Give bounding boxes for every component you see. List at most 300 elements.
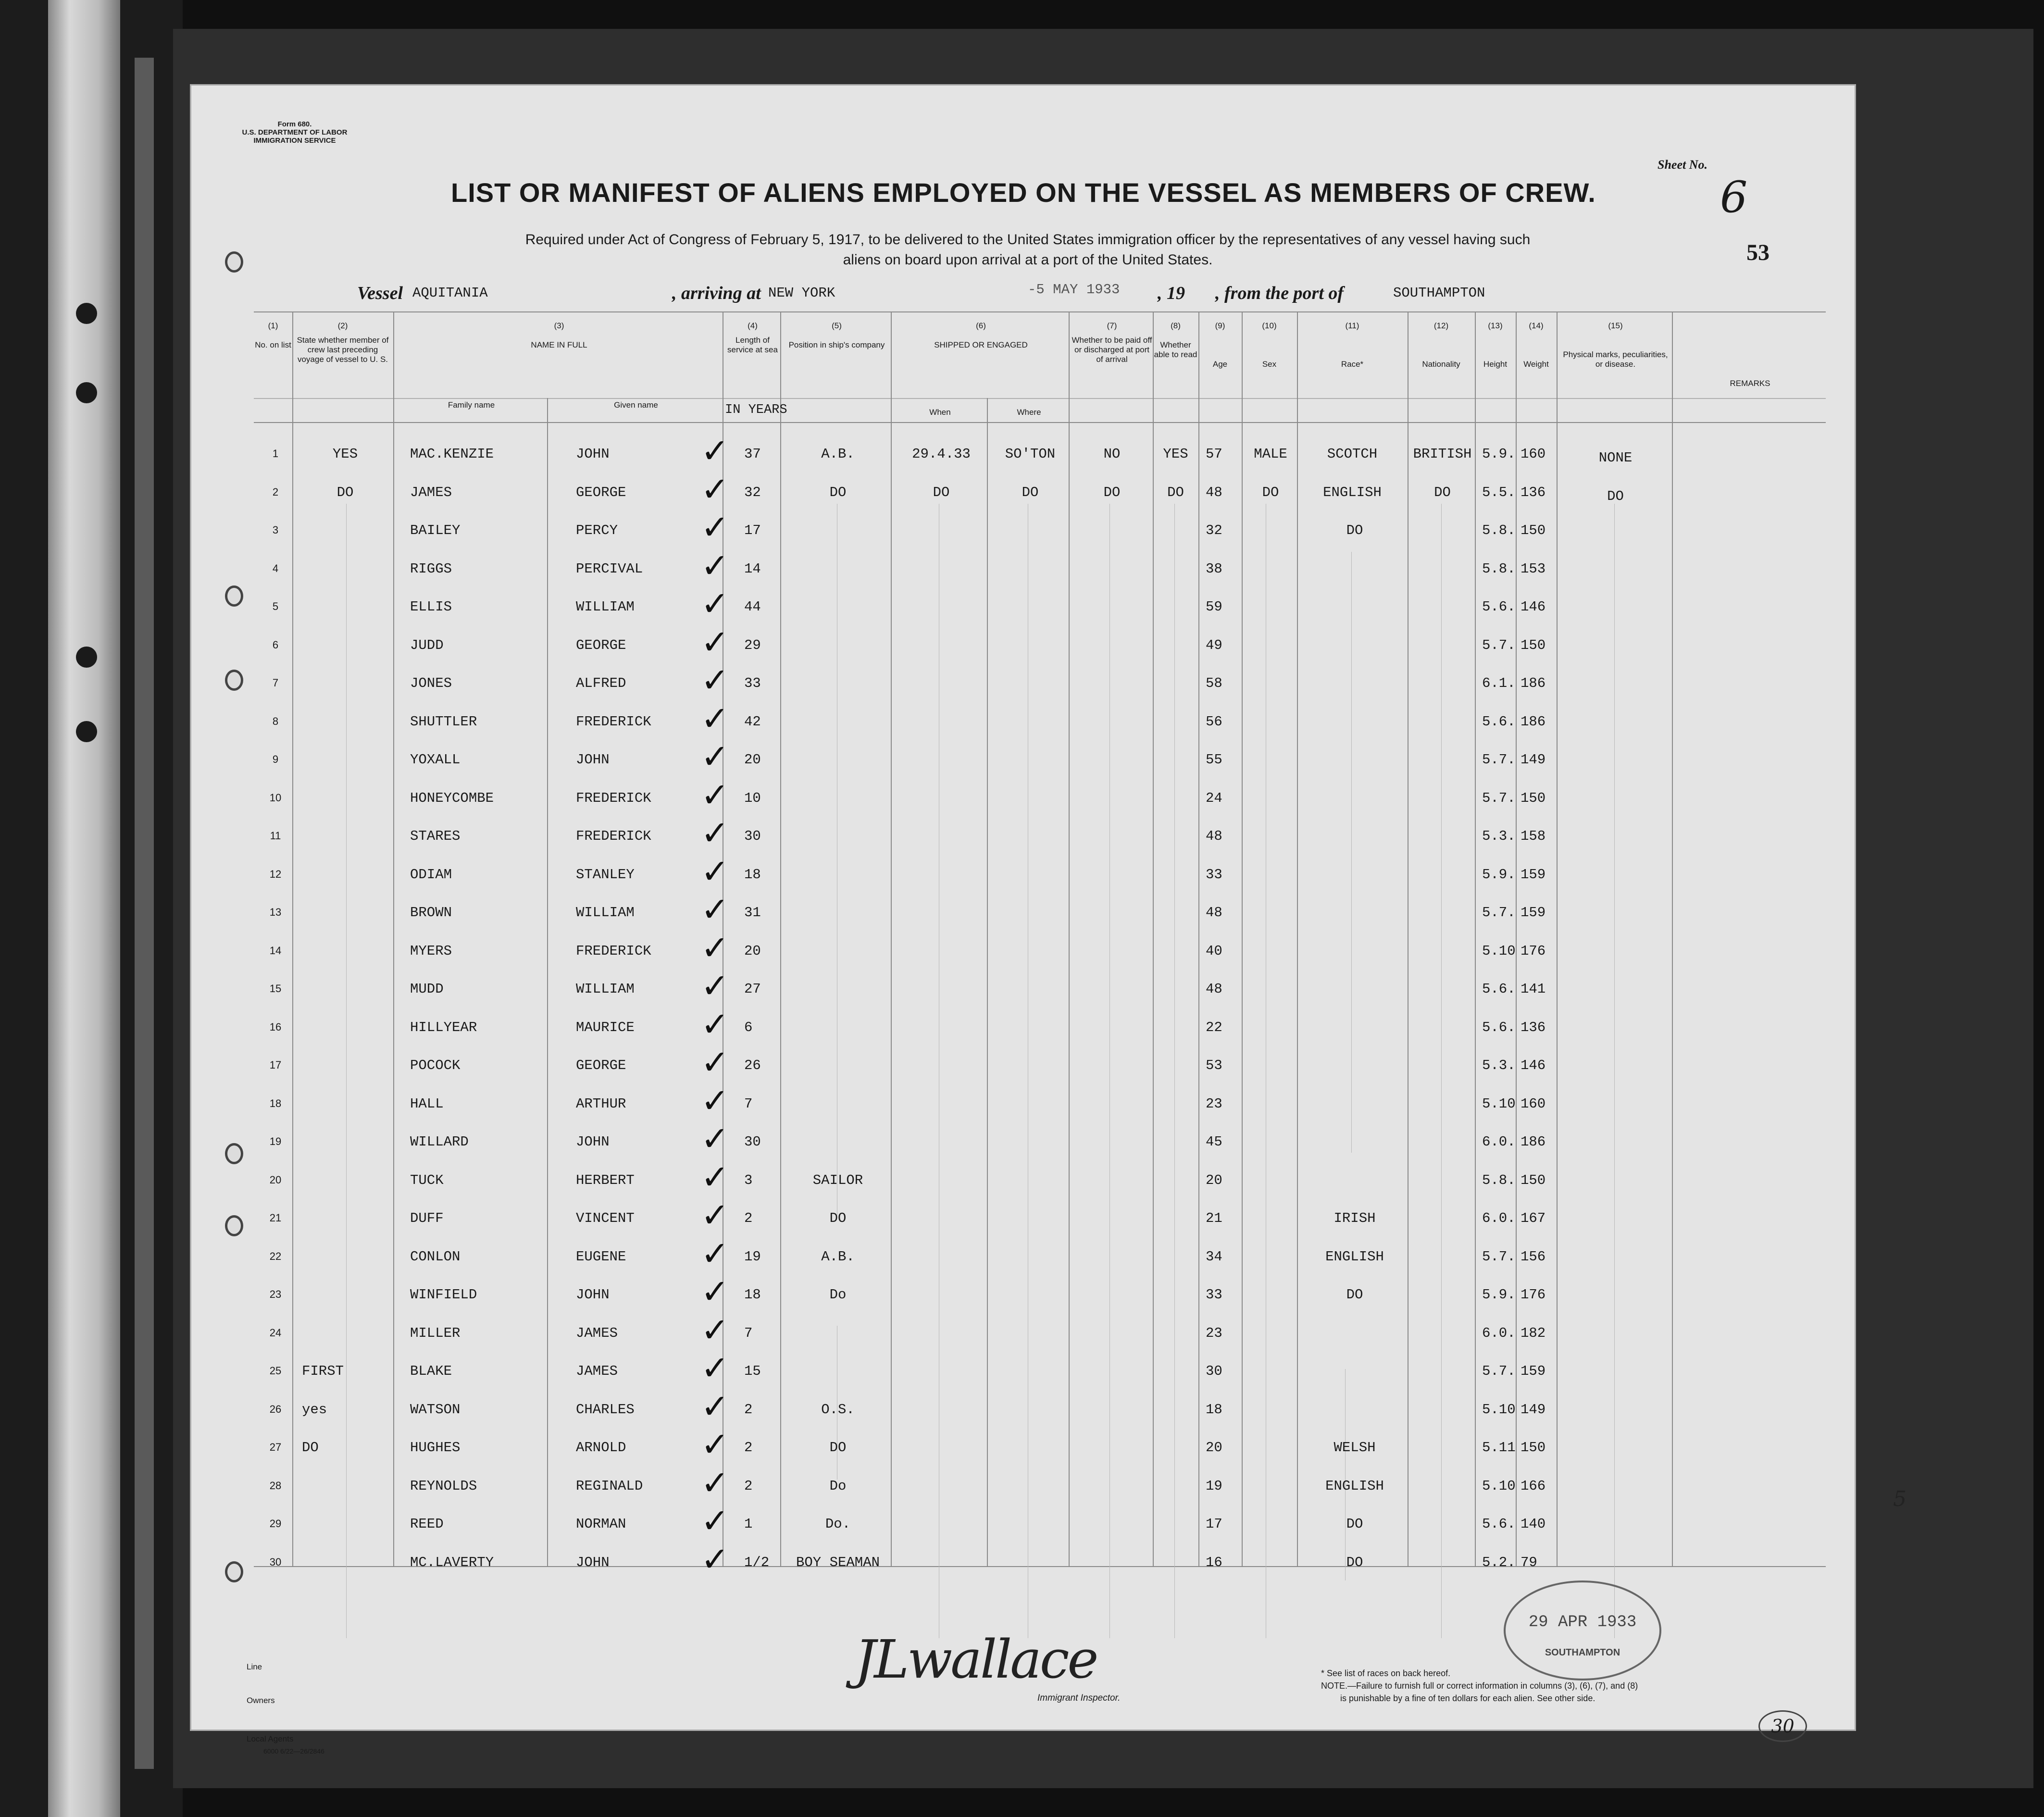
family-name: RIGGS [410, 560, 452, 577]
age: 48 [1206, 484, 1222, 500]
header-bottom-rule [254, 422, 1826, 423]
tick-mark-icon: ✓ [701, 1195, 729, 1235]
years-service: 32 [744, 484, 761, 500]
col-2-number: (2) [337, 321, 348, 330]
family-name: JONES [410, 675, 452, 691]
arrival-date-stamp: -5 MAY 1933 [1028, 282, 1120, 298]
page-number: 53 [1746, 240, 1770, 265]
family-name: ODIAM [410, 866, 452, 883]
race-footnote: * See list of races on back hereof. [1321, 1668, 1451, 1678]
height: 5.6. [1482, 1019, 1516, 1035]
row-number: 30 [269, 1556, 282, 1568]
tick-mark-icon: ✓ [701, 1043, 729, 1082]
family-name: HALL [410, 1095, 444, 1112]
position: SAILOR [812, 1172, 863, 1188]
given-name: REGINALD [576, 1478, 643, 1494]
age: 20 [1206, 1172, 1222, 1188]
subtitle-line-2: aliens on board upon arrival at a port of the United States. [843, 252, 1213, 268]
given-name: GEORGE [576, 484, 626, 500]
race: ENGLISH [1325, 1478, 1384, 1494]
years-service: 2 [744, 1401, 753, 1418]
col-13-label: Height [1483, 360, 1508, 369]
col-3-label: NAME IN FULL [531, 340, 587, 349]
race: WELSH [1334, 1440, 1376, 1456]
years-service: 14 [744, 560, 761, 577]
years-service: 2 [744, 1210, 753, 1226]
years-service: 3 [744, 1172, 753, 1188]
service-name: IMMIGRATION SERVICE [253, 137, 336, 145]
sheet-no-value: 6 [1720, 172, 1748, 223]
given-name: WILLIAM [576, 599, 635, 615]
weight: 182 [1521, 1325, 1546, 1341]
col-10-header [1242, 321, 1297, 369]
height: 5.5. [1482, 484, 1516, 500]
age: 23 [1206, 1325, 1222, 1341]
physical-marks: NONE [1598, 450, 1633, 466]
weight: 150 [1521, 790, 1546, 806]
family-name: HUGHES [410, 1440, 461, 1456]
height: 5.10 [1482, 1478, 1516, 1494]
manifest-page [190, 84, 1907, 1755]
col-13-number: (13) [1488, 321, 1503, 330]
height: 5.6. [1482, 713, 1516, 730]
height: 5.11 [1482, 1440, 1516, 1456]
age: 38 [1206, 560, 1222, 577]
line-label: Line [247, 1662, 262, 1671]
form-number: Form 680. [277, 120, 312, 128]
height: 5.6. [1482, 599, 1516, 615]
tick-mark-icon: ✓ [701, 1501, 729, 1541]
age: 49 [1206, 637, 1222, 653]
years-service: 31 [744, 905, 761, 921]
position: Do [829, 1287, 847, 1303]
age: 33 [1206, 866, 1222, 883]
col-13-header [1475, 321, 1516, 369]
punch-hole [76, 382, 97, 403]
tick-mark-icon: ✓ [701, 1119, 729, 1158]
remarks-header: REMARKS [1730, 379, 1770, 388]
position: A.B. [821, 1248, 855, 1265]
weight: 176 [1521, 1287, 1546, 1303]
years-service: 15 [744, 1363, 761, 1379]
col-11-number: (11) [1345, 321, 1359, 330]
col-9-label: Age [1212, 360, 1228, 369]
col-8-number: (8) [1171, 321, 1181, 330]
binder-ring-hole [225, 251, 243, 273]
position: A.B. [821, 446, 855, 462]
family-name: REED [410, 1516, 444, 1532]
col-2-header [295, 321, 391, 364]
col-divider [547, 398, 548, 1566]
form-header [225, 120, 364, 145]
years-service: 27 [744, 981, 761, 997]
given-name: PERCY [576, 523, 618, 538]
given-name: GEORGE [576, 637, 626, 653]
position: DO [829, 484, 847, 500]
weight: 160 [1521, 1095, 1546, 1112]
col-divider [1672, 311, 1673, 1566]
row-number: 6 [272, 638, 279, 651]
family-name: WATSON [410, 1401, 461, 1418]
given-name: VINCENT [576, 1210, 635, 1226]
age: 23 [1206, 1095, 1222, 1112]
col-divider [1297, 311, 1298, 1566]
age: 17 [1206, 1516, 1222, 1532]
weight: 159 [1521, 866, 1546, 883]
weight: 160 [1521, 446, 1546, 462]
prev-voyage: YES [332, 446, 358, 462]
col-7-label: Whether to be paid off or discharged at port of arrival [1072, 336, 1152, 364]
family-name: YOXALL [410, 752, 461, 768]
age: 48 [1206, 828, 1222, 844]
footnotes [1321, 1667, 1696, 1705]
weight: 150 [1521, 1172, 1546, 1188]
family-name: JAMES [410, 484, 452, 500]
weight: 136 [1521, 1019, 1546, 1035]
inspector-signature: JLwallace [855, 1629, 1097, 1690]
col-10-label: Sex [1262, 360, 1277, 369]
col-divider [1242, 311, 1243, 1566]
paid-off: DO [1103, 484, 1121, 500]
row-number: 19 [269, 1135, 282, 1147]
ditto-line [1441, 504, 1442, 1638]
height: 5.10 [1482, 943, 1516, 959]
height: 6.0. [1482, 1210, 1516, 1226]
col-10-number: (10) [1262, 321, 1277, 330]
age: 19 [1206, 1478, 1222, 1494]
weight: 150 [1521, 1440, 1546, 1456]
col-11-label: Race* [1341, 360, 1364, 369]
row-number: 7 [272, 677, 279, 689]
tick-mark-icon: ✓ [701, 1004, 729, 1044]
age: 45 [1206, 1134, 1222, 1150]
height: 5.7. [1482, 1248, 1516, 1265]
col-12-label: Nationality [1422, 360, 1460, 369]
given-name: EUGENE [576, 1248, 626, 1265]
row-number: 15 [269, 983, 282, 995]
height: 6.0. [1482, 1134, 1516, 1150]
given-name: JOHN [576, 1134, 610, 1150]
col-divider [987, 398, 988, 1566]
tick-mark-icon: ✓ [701, 966, 729, 1006]
family-name: MC.LAVERTY [410, 1554, 494, 1570]
tick-mark-icon: ✓ [701, 584, 729, 623]
col-15-label: Physical marks, peculiarities, or disease. [1563, 350, 1668, 369]
family-name: BLAKE [410, 1363, 452, 1379]
subtitle-line-1: Required under Act of Congress of February 5, 1917, to be delivered to the United States immigration officer by the representatives of any vessel having such [525, 232, 1531, 248]
given-name: ALFRED [576, 675, 626, 691]
owners-label: Owners [247, 1696, 275, 1705]
penalty-note: NOTE.—Failure to furnish full or correct information in columns (3), (6), (7), and (8) [1321, 1681, 1638, 1691]
race: ENGLISH [1325, 1248, 1384, 1265]
shipped-where: SO'TON [1005, 446, 1056, 462]
height: 5.6. [1482, 1516, 1516, 1532]
age: 53 [1206, 1058, 1222, 1073]
col-divider [780, 311, 781, 1566]
row-number: 10 [269, 791, 282, 804]
age: 58 [1206, 675, 1222, 691]
family-name: MILLER [410, 1325, 461, 1341]
table-top-rule [254, 311, 1826, 312]
weight: 166 [1521, 1478, 1546, 1494]
prev-voyage: DO [302, 1440, 319, 1456]
family-name: WILLARD [410, 1134, 469, 1150]
race: DO [1346, 1287, 1363, 1303]
punch-hole [76, 647, 97, 668]
height: 5.10 [1482, 1401, 1516, 1418]
col-3-header [396, 321, 723, 350]
weight: 176 [1521, 943, 1546, 959]
binder-ring-hole [225, 670, 243, 691]
given-name: HERBERT [576, 1172, 635, 1188]
department-name: U.S. DEPARTMENT OF LABOR [242, 128, 348, 137]
years-service: 33 [744, 675, 761, 691]
family-name: ELLIS [410, 599, 452, 615]
height: 5.10 [1482, 1095, 1516, 1112]
position: BOY SEAMAN [796, 1554, 880, 1570]
tick-mark-icon: ✓ [701, 469, 729, 509]
row-number: 26 [269, 1403, 282, 1415]
col-divider [393, 311, 394, 1566]
col-4-label: Length of service at sea [727, 336, 778, 354]
row-number: 8 [272, 715, 279, 727]
tick-mark-icon: ✓ [701, 890, 729, 929]
tick-mark-icon: ✓ [701, 1157, 729, 1197]
stamp-date: 29 APR 1933 [1528, 1613, 1637, 1631]
tick-mark-icon: ✓ [701, 622, 729, 662]
height: 5.9. [1482, 866, 1516, 883]
given-name-header: Given name [614, 400, 658, 410]
tick-mark-icon: ✓ [701, 813, 729, 853]
binder-ring-hole [225, 1561, 243, 1582]
age: 55 [1206, 752, 1222, 768]
col-5-number: (5) [832, 321, 842, 330]
height: 5.9. [1482, 446, 1516, 462]
col-3-number: (3) [554, 321, 564, 330]
row-number: 11 [270, 830, 281, 842]
prev-voyage: yes [302, 1401, 327, 1418]
vessel-label: Vessel [357, 283, 403, 303]
tick-mark-icon: ✓ [701, 1425, 729, 1464]
years-service: 2 [744, 1478, 753, 1494]
row-number: 29 [269, 1518, 282, 1530]
height: 5.3. [1482, 828, 1516, 844]
weight: 159 [1521, 905, 1546, 921]
col-14-label: Weight [1523, 360, 1549, 369]
given-name: FREDERICK [576, 943, 651, 959]
circled-count: 30 [1758, 1710, 1807, 1742]
punch-hole [76, 721, 97, 742]
stamp-place: SOUTHAMPTON [1545, 1647, 1620, 1658]
tick-mark-icon: ✓ [701, 431, 729, 471]
age: 32 [1206, 523, 1222, 538]
years-service: 6 [744, 1019, 753, 1035]
col-12-header [1408, 321, 1475, 369]
row-number: 23 [269, 1288, 282, 1300]
tick-mark-icon: ✓ [701, 546, 729, 585]
race: DO [1346, 1516, 1363, 1532]
binder-edge [0, 0, 183, 1817]
col-8-label: Whether able to read [1154, 340, 1197, 359]
years-service: 29 [744, 637, 761, 653]
height: 5.7. [1482, 752, 1516, 768]
given-name: MAURICE [576, 1019, 635, 1035]
given-name: FREDERICK [576, 828, 651, 844]
height: 6.0. [1482, 1325, 1516, 1341]
weight: 146 [1521, 1058, 1546, 1073]
col-divider [891, 311, 892, 1566]
height: 5.7. [1482, 637, 1516, 653]
prev-voyage: FIRST [302, 1363, 344, 1379]
weight: 146 [1521, 599, 1546, 615]
col-7-number: (7) [1107, 321, 1117, 330]
ditto-line [1345, 1369, 1346, 1581]
age: 59 [1206, 599, 1222, 615]
ditto-line [1109, 504, 1110, 1638]
row-number: 20 [269, 1173, 282, 1186]
years-service: 19 [744, 1248, 761, 1265]
years-service: 1/2 [744, 1554, 770, 1570]
weight: 79 [1521, 1554, 1537, 1570]
weight: 150 [1521, 637, 1546, 653]
height: 5.6. [1482, 981, 1516, 997]
binder-spine [135, 58, 154, 1769]
years-service: 7 [744, 1325, 753, 1341]
binder-ring-hole [225, 585, 243, 607]
family-name: BROWN [410, 905, 452, 921]
race: SCOTCH [1327, 446, 1378, 462]
years-service: 26 [744, 1058, 761, 1073]
col-7-header [1071, 321, 1153, 364]
row-number: 3 [272, 524, 279, 536]
nationality: DO [1434, 484, 1451, 500]
col-8-header [1153, 321, 1198, 360]
weight: 156 [1521, 1248, 1546, 1265]
family-name: POCOCK [410, 1058, 461, 1073]
physical-marks: DO [1607, 488, 1624, 504]
given-name: NORMAN [576, 1516, 626, 1532]
when-header: When [929, 408, 951, 417]
col-divider [1516, 311, 1517, 1566]
col-divider [1069, 311, 1070, 1566]
height: 6.1. [1482, 675, 1516, 691]
col-4-number: (4) [748, 321, 758, 330]
given-name: JOHN [576, 446, 610, 462]
height: 5.9. [1482, 1287, 1516, 1303]
binder-ring-hole [225, 1215, 243, 1236]
family-name: REYNOLDS [410, 1478, 477, 1494]
row-number: 12 [269, 868, 282, 880]
years-service: 20 [744, 943, 761, 959]
tick-mark-icon: ✓ [701, 775, 729, 815]
from-port-label: , from the port of [1215, 283, 1344, 303]
age: 22 [1206, 1019, 1222, 1035]
sex: DO [1262, 484, 1279, 500]
family-name: MUDD [410, 981, 444, 997]
tick-mark-icon: ✓ [701, 1539, 729, 1579]
weight: 149 [1521, 752, 1546, 768]
local-agents-label: Local Agents [247, 1734, 294, 1743]
tick-mark-icon: ✓ [701, 698, 729, 738]
able-to-read: DO [1167, 484, 1184, 500]
weight: 141 [1521, 981, 1546, 997]
years-service: 1 [744, 1516, 753, 1532]
col-divider [1153, 311, 1154, 1566]
years-service: 37 [744, 446, 761, 462]
weight: 186 [1521, 675, 1546, 691]
tick-mark-icon: ✓ [701, 737, 729, 776]
race: IRISH [1334, 1210, 1376, 1226]
row-number: 2 [272, 485, 279, 498]
years-service: 42 [744, 713, 761, 730]
col-1-number: (1) [268, 321, 278, 330]
weight: 186 [1521, 1134, 1546, 1150]
page-title: LIST OR MANIFEST OF ALIENS EMPLOYED ON THE VESSEL AS MEMBERS OF CREW. [451, 177, 1596, 208]
height: 5.8. [1482, 523, 1516, 538]
position: O.S. [821, 1401, 855, 1418]
row-number: 1 [272, 448, 279, 460]
col-14-number: (14) [1529, 321, 1544, 330]
given-name: JOHN [576, 1287, 610, 1303]
row-number: 28 [269, 1479, 282, 1492]
given-name: FREDERICK [576, 713, 651, 730]
age: 48 [1206, 905, 1222, 921]
sheet-no-label: Sheet No. [1658, 158, 1707, 172]
ditto-line [1174, 504, 1175, 1638]
row-number: 17 [269, 1059, 282, 1071]
weight: 153 [1521, 560, 1546, 577]
given-name: FREDERICK [576, 790, 651, 806]
tick-mark-icon: ✓ [701, 1310, 729, 1350]
able-to-read: YES [1163, 446, 1188, 462]
form-subtitle [336, 230, 1720, 270]
position: DO [829, 1440, 847, 1456]
row-number: 24 [269, 1326, 282, 1339]
col-divider [1475, 311, 1476, 1566]
tick-mark-icon: ✓ [701, 1272, 729, 1311]
ditto-line [1351, 552, 1352, 1153]
shipped-when: 29.4.33 [912, 446, 971, 462]
col-2-label: State whether member of crew last preceding voyage of vessel to U. S. [297, 336, 389, 364]
given-name: STANLEY [576, 866, 635, 883]
race: DO [1346, 523, 1363, 538]
position: Do. [825, 1516, 851, 1532]
row-number: 4 [272, 562, 279, 574]
position: Do [829, 1478, 847, 1494]
margin-note: 5 [1893, 1487, 1907, 1511]
tick-mark-icon: ✓ [701, 1233, 729, 1273]
race: ENGLISH [1323, 484, 1382, 500]
height: 5.2. [1482, 1554, 1516, 1570]
family-name: SHUTTLER [410, 713, 477, 730]
race: DO [1346, 1554, 1363, 1570]
age: 24 [1206, 790, 1222, 806]
row-number: 9 [272, 753, 279, 765]
vessel-name: AQUITANIA [412, 285, 488, 301]
tick-mark-icon: ✓ [701, 1348, 729, 1388]
row-number: 5 [272, 600, 279, 612]
given-name: JAMES [576, 1363, 618, 1379]
height: 5.8. [1482, 560, 1516, 577]
col-14-header [1516, 321, 1557, 369]
family-name: CONLON [410, 1248, 461, 1265]
year-label: , 19 [1158, 283, 1185, 303]
row-number: 13 [269, 906, 282, 918]
col-6-header [893, 321, 1069, 350]
col-5-header [783, 321, 891, 350]
tick-mark-icon: ✓ [701, 508, 729, 547]
weight: 149 [1521, 1401, 1546, 1418]
